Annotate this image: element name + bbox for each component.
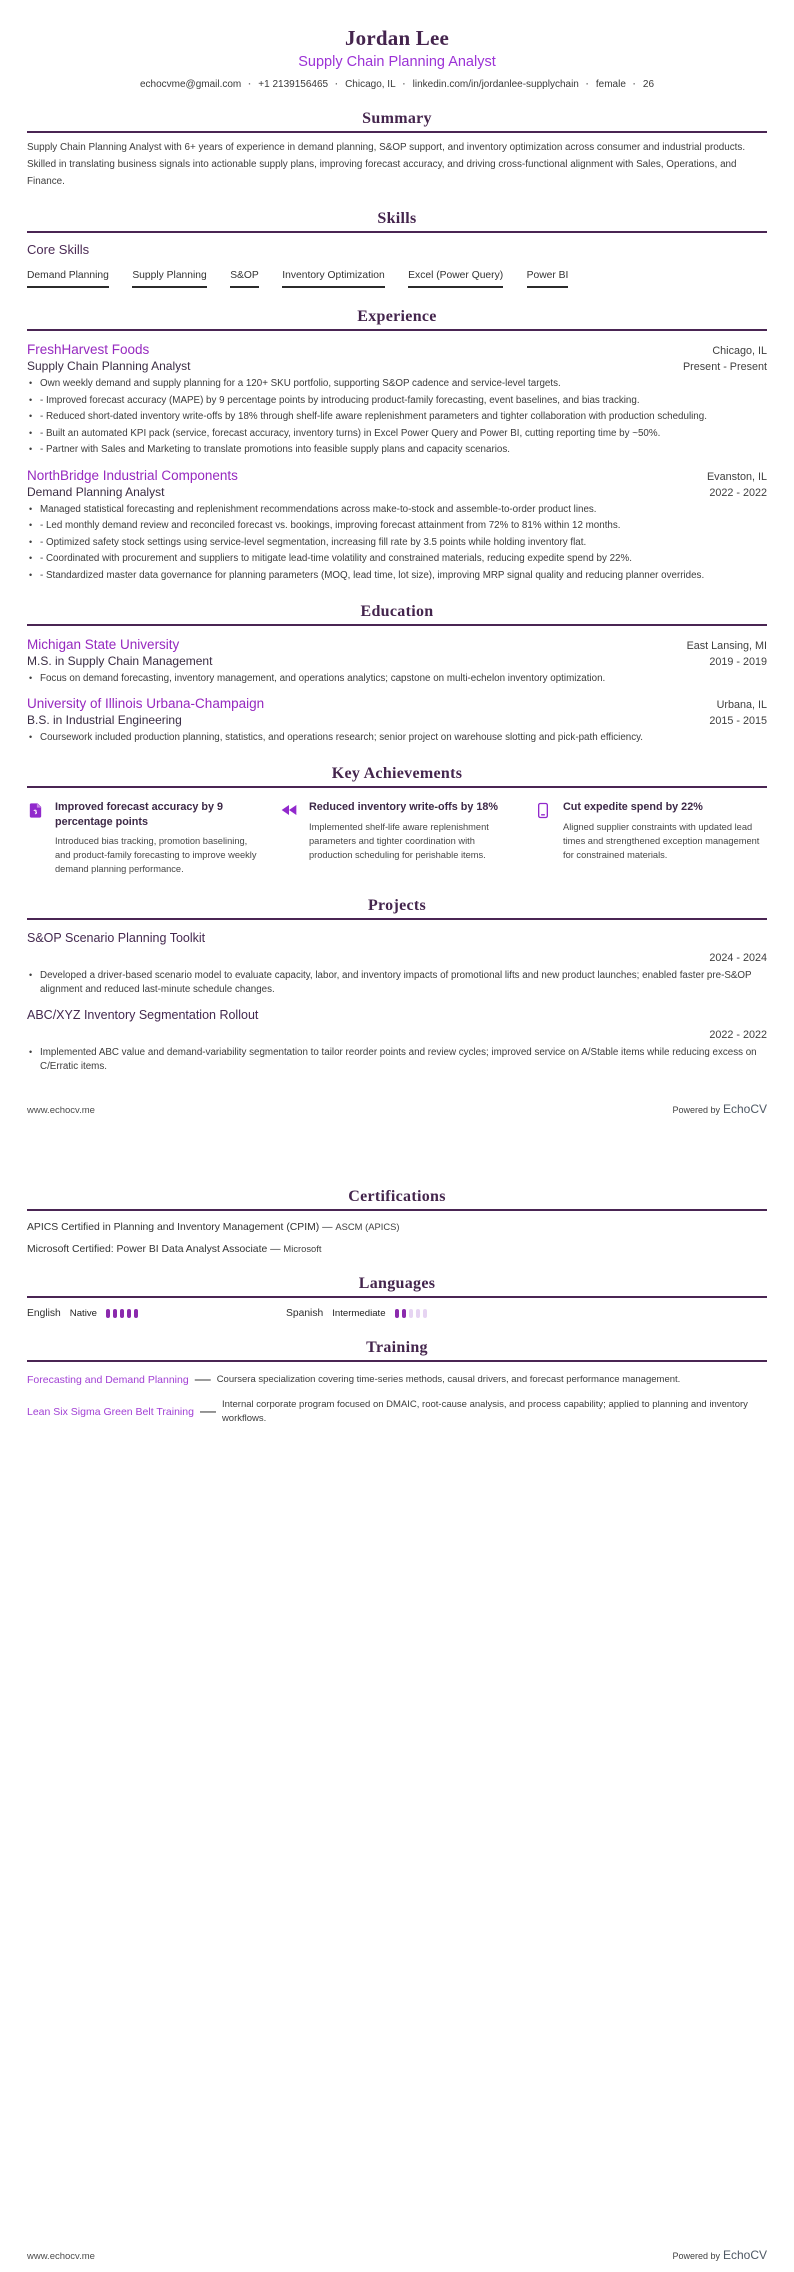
bullet: • - Optimized safety stock settings using service-level segmentation, increasing fill rate by 3.5 points while holding inventory flat. <box>27 536 767 550</box>
skill-item: Excel (Power Query) <box>408 270 503 288</box>
dot-separator: · <box>632 79 636 89</box>
achievements-grid <box>27 800 767 877</box>
bullet: • - Coordinated with procurement and suppliers to mitigate lead-time volatility and constrained materials, reducing expedite spend by 22%. <box>27 552 767 566</box>
language-proficiency-dots <box>395 1309 428 1318</box>
achievement-card <box>535 800 767 877</box>
achievement-card <box>27 800 259 877</box>
education-entry <box>27 637 767 686</box>
dash-separator: — <box>270 1243 281 1255</box>
projects-heading: Projects <box>27 897 767 920</box>
education-heading: Education <box>27 603 767 626</box>
dot-separator: · <box>335 79 339 89</box>
bullet: • Managed statistical forecasting and replenishment recommendations across make-to-stock and assemble-to-order product lines. <box>27 503 767 517</box>
certification-name: Microsoft Certified: Power BI Data Analyst Associate <box>27 1243 268 1255</box>
training-name: Lean Six Sigma Green Belt Training <box>27 1406 194 1419</box>
achievement-body: Implemented shelf-life aware replenishment parameters and tighter coordination with production scheduling for perishable items. <box>309 821 489 860</box>
section-certifications <box>27 1188 767 1255</box>
job-bullets <box>27 377 767 457</box>
contact-phone: +1 2139156465 <box>258 79 329 90</box>
bullet: • Own weekly demand and supply planning for a 120+ SKU portfolio, supporting S&OP cadence and service-level targets. <box>27 377 767 391</box>
language-level: Intermediate <box>332 1307 386 1319</box>
language-name: Spanish <box>286 1307 324 1319</box>
powered-by: Powered by EchoCV <box>672 2248 767 2262</box>
degree: M.S. in Supply Chain Management <box>27 653 213 668</box>
project-bullets <box>27 1046 767 1074</box>
bullet: • - Improved forecast accuracy (MAPE) by 9 percentage points by introducing product-family forecasting, event baselines, and bias tracking. <box>27 394 767 408</box>
skill-item: Inventory Optimization <box>282 270 384 288</box>
project-name: ABC/XYZ Inventory Segmentation Rollout <box>27 1008 259 1023</box>
education-entry <box>27 696 767 745</box>
achievement-body: Introduced bias tracking, promotion baselining, and product-family forecasting to improve weekly demand planning performance. <box>55 836 257 875</box>
achievements-heading: Key Achievements <box>27 765 767 788</box>
project-dates: 2024 - 2024 <box>709 952 767 965</box>
job-dates: Present - Present <box>682 361 767 374</box>
skill-item: S&OP <box>230 270 259 288</box>
contact-line <box>27 79 767 90</box>
certification-issuer: Microsoft <box>283 1242 322 1254</box>
education-dates: 2019 - 2019 <box>709 655 767 668</box>
section-experience <box>27 308 767 582</box>
echocv-brand: EchoCV <box>722 2248 767 2262</box>
section-skills <box>27 210 767 288</box>
project-dates: 2022 - 2022 <box>709 1029 767 1042</box>
achievement-card <box>281 800 513 877</box>
page2-footer <box>27 2248 767 2262</box>
company-name: FreshHarvest Foods <box>27 342 150 358</box>
skill-item: Supply Planning <box>132 270 206 288</box>
echocv-brand: EchoCV <box>722 1101 767 1116</box>
job-dates: 2022 - 2022 <box>709 487 767 500</box>
language-level: Native <box>69 1307 97 1319</box>
school-name: Michigan State University <box>27 636 180 652</box>
language-entry <box>27 1308 286 1319</box>
achievement-title: Cut expedite spend by 22% <box>563 801 703 814</box>
training-entry <box>27 1371 767 1389</box>
person-name: Jordan Lee <box>344 26 450 50</box>
skills-list <box>27 265 767 288</box>
skills-group-label: Core Skills <box>27 242 90 258</box>
dot-separator: · <box>585 79 589 89</box>
footer-site-link[interactable]: www.echocv.me <box>27 2251 95 2262</box>
contact-age: 26 <box>642 79 655 90</box>
bullet: • - Built an automated KPI pack (service, forecast accuracy, inventory turns) in Excel Power Query and Power BI, cutting reporting time by ~50%. <box>27 427 767 441</box>
person-title: Supply Chain Planning Analyst <box>298 54 496 70</box>
bullet: • Coursework included production planning, statistics, and operations research; senior project on warehouse slotting and pick-path efficiency. <box>27 731 767 745</box>
resume-page <box>0 26 794 2262</box>
experience-entry <box>27 342 767 457</box>
education-bullets <box>27 672 767 686</box>
project-entry <box>27 931 767 997</box>
skills-heading: Skills <box>27 210 767 233</box>
contact-gender: female <box>595 79 626 90</box>
company-location: Evanston, IL <box>706 471 767 484</box>
languages-grid <box>27 1308 767 1319</box>
section-summary <box>27 110 767 190</box>
company-location: Chicago, IL <box>712 345 767 358</box>
section-projects <box>27 897 767 1074</box>
contact-email[interactable]: echocvme@gmail.com <box>139 79 242 90</box>
rewind-icon <box>281 800 298 877</box>
training-description: Coursera specialization covering time-series methods, causal drivers, and forecast performance management. <box>216 1373 681 1385</box>
education-bullets <box>27 731 767 745</box>
contact-linkedin[interactable]: linkedin.com/in/jordanlee-supplychain <box>412 79 579 90</box>
degree: B.S. in Industrial Engineering <box>27 713 182 728</box>
experience-heading: Experience <box>27 308 767 331</box>
document-icon <box>27 800 44 877</box>
bullet: • - Standardized master data governance for planning parameters (MOQ, lead time, lot size), improving MRP signal quality and reducing planner overrides. <box>27 569 767 583</box>
bullet: • - Reduced short-dated inventory write-offs by 18% through shelf-life aware replenishment parameters and tighter collaboration with production scheduling. <box>27 410 767 424</box>
languages-heading: Languages <box>27 1275 767 1298</box>
language-entry <box>286 1308 767 1319</box>
education-dates: 2015 - 2015 <box>709 715 767 728</box>
contact-location: Chicago, IL <box>345 79 396 90</box>
certifications-heading: Certifications <box>27 1188 767 1211</box>
project-entry <box>27 1008 767 1074</box>
certification-entry <box>27 1243 767 1255</box>
achievement-title: Improved forecast accuracy by 9 percentage points <box>55 801 224 828</box>
project-bullets <box>27 969 767 997</box>
achievement-body: Aligned supplier constraints with updated lead times and strengthened exception management for constrained materials. <box>563 821 760 860</box>
dash-separator: — <box>194 1370 211 1388</box>
powered-by: Powered by EchoCV <box>672 1101 767 1116</box>
job-title: Demand Planning Analyst <box>27 485 165 500</box>
phone-icon <box>535 800 552 877</box>
school-location: East Lansing, MI <box>686 639 767 652</box>
certification-name: APICS Certified in Planning and Inventory Management (CPIM) <box>27 1221 320 1233</box>
bullet: • Developed a driver-based scenario model to evaluate capacity, labor, and inventory impacts of promotional lifts and new product launches; enabled faster pre-S&OP alignment and reduced last-minute schedule changes. <box>27 969 767 997</box>
footer-site-link[interactable]: www.echocv.me <box>27 1104 95 1116</box>
bullet: • - Led monthly demand review and reconciled forecast vs. bookings, improving forecast attainment from 72% to 81% within 12 months. <box>27 519 767 533</box>
section-languages <box>27 1275 767 1319</box>
company-name: NorthBridge Industrial Components <box>27 468 238 484</box>
bullet: • Focus on demand forecasting, inventory management, and operations analytics; capstone on multi-echelon inventory optimization. <box>27 672 767 686</box>
bullet: • Implemented ABC value and demand-variability segmentation to tailor reorder points and review cycles; improved service on A/Stable items while reducing excess on C/Erratic items. <box>27 1046 767 1074</box>
skill-item: Demand Planning <box>27 270 109 288</box>
summary-heading: Summary <box>27 110 767 133</box>
training-name: Forecasting and Demand Planning <box>27 1373 189 1386</box>
training-description: Internal corporate program focused on DMAIC, root-cause analysis, and process capability; applied to planning and inventory workflows. <box>221 1398 748 1425</box>
experience-entry <box>27 468 767 583</box>
language-name: English <box>27 1307 61 1319</box>
skill-item: Power BI <box>527 270 569 288</box>
dash-separator: — <box>199 1403 216 1421</box>
job-bullets <box>27 503 767 583</box>
bullet: • - Partner with Sales and Marketing to translate promotions into feasible supply plans and capacity scenarios. <box>27 443 767 457</box>
language-proficiency-dots <box>106 1309 139 1318</box>
achievement-title: Reduced inventory write-offs by 18% <box>309 801 498 814</box>
section-education <box>27 603 767 746</box>
dot-separator: · <box>402 79 406 89</box>
section-achievements <box>27 765 767 877</box>
section-training <box>27 1339 767 1427</box>
page1-footer <box>27 1102 767 1116</box>
certification-entry <box>27 1221 767 1233</box>
certification-issuer: ASCM (APICS) <box>335 1220 400 1232</box>
summary-text: Supply Chain Planning Analyst with 6+ years of experience in demand planning, S&OP support, and inventory optimization across consumer and industrial products. Skilled in translating business signals into actionable supply plans, improving forecast accuracy, and driving cross-functional alignment with Sales, Operations, and Finance. <box>27 142 746 187</box>
training-heading: Training <box>27 1339 767 1362</box>
dot-separator: · <box>248 79 252 89</box>
school-location: Urbana, IL <box>716 699 767 712</box>
job-title: Supply Chain Planning Analyst <box>27 359 191 374</box>
project-name: S&OP Scenario Planning Toolkit <box>27 931 206 946</box>
school-name: University of Illinois Urbana-Champaign <box>27 696 265 712</box>
training-entry <box>27 1398 767 1427</box>
dash-separator: — <box>322 1221 333 1233</box>
